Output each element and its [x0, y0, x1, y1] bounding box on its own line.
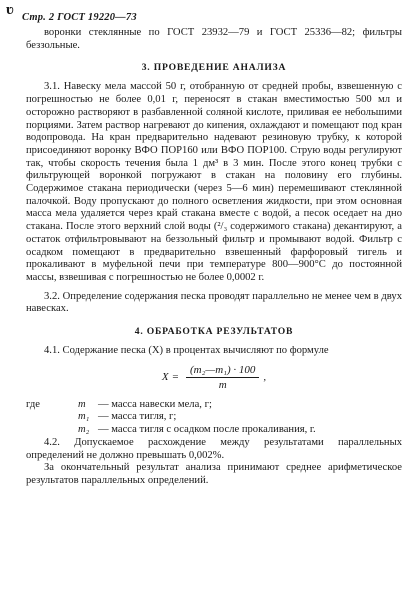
intro-paragraph: воронки стеклянные по ГОСТ 23932—79 и ГОСТ 25336—82; фильтры беззольные. [26, 27, 402, 51]
formula-lhs: X [161, 371, 169, 384]
list-item: m₂ — масса тигля с осадком после прокаливания, г. [78, 424, 316, 436]
variables-list [26, 399, 402, 437]
formula-tail: , [263, 371, 267, 384]
formula-denominator: m [218, 378, 227, 391]
corner-mark: ʋ [6, 2, 14, 18]
paragraph-4-1: 4.1. Содержание песка (X) в процентах вычисляют по формуле [44, 345, 329, 357]
list-item: где m — масса навески мела, г; [26, 398, 212, 410]
formula-fraction [186, 364, 259, 391]
paragraph-4-2: 4.2. Допускаемое расхождение между результатами параллельных определений не должно превышать 0,002%. [26, 436, 402, 461]
page-header: Стр. 2 ГОСТ 19220—73 [22, 12, 137, 23]
paragraph-4-3: За окончательный результат анализа принимают среднее арифметическое результатов параллельных определений. [26, 462, 402, 486]
formula-numerator: (m₂—m₁) · 100 [186, 364, 259, 378]
list-item: m₁ — масса тигля, г; [78, 411, 177, 423]
paragraph-3-1: 3.1. Навеску мела массой 50 г, отобранную от средней пробы, взвешенную с погрешностью не более 0,01 г, переносят в стакан вместимостью 500 мл и осторожно растворяют в разбавленной соляной кислоте, приливая ее небольшими порциями. Затем раствор нагревают до кипения, охлаждают и помещают под кран водопровода. На кран предварительно надевают резиновую трубку, к которой присоединяют воронку ВФО ПОР160 или ВФО ПОР100. Струю воды регулируют так, чтобы скорость течения была 1 дм³ в 3 мин. После этого конец трубки с фильтрующей воронкой погружают в стакан на половину его глубины. Содержимое стакана периодически (через 5—6 мин) перемешивают стеклянной палочкой. Воду пропускают до полного осветления жидкости, при этом основная масса мела удаляется через край стакана вместе с водой, а песок оседает на дно стакана. После этого верхний слой воды (²/₃ содержимого стакана) декантируют, а остаток отфильтровывают на беззольный фильтр и промывают водой. Фильтр с осадком помещают в предварительно взвешенный фарфоровый тигель и прокаливают в муфельной печи при температуре 800—900°С до постоянной массы, взвешивая с погрешностью не более 0,0002 г. [26, 81, 402, 283]
formula-equals: = [171, 371, 179, 384]
section-3-title: 3. ПРОВЕДЕНИЕ АНАЛИЗА [141, 62, 287, 74]
section-4-title: 4. ОБРАБОТКА РЕЗУЛЬТАТОВ [134, 326, 294, 338]
paragraph-3-2: 3.2. Определение содержания песка проводят параллельно не менее чем в двух навесках. [26, 290, 402, 315]
formula [26, 364, 402, 391]
